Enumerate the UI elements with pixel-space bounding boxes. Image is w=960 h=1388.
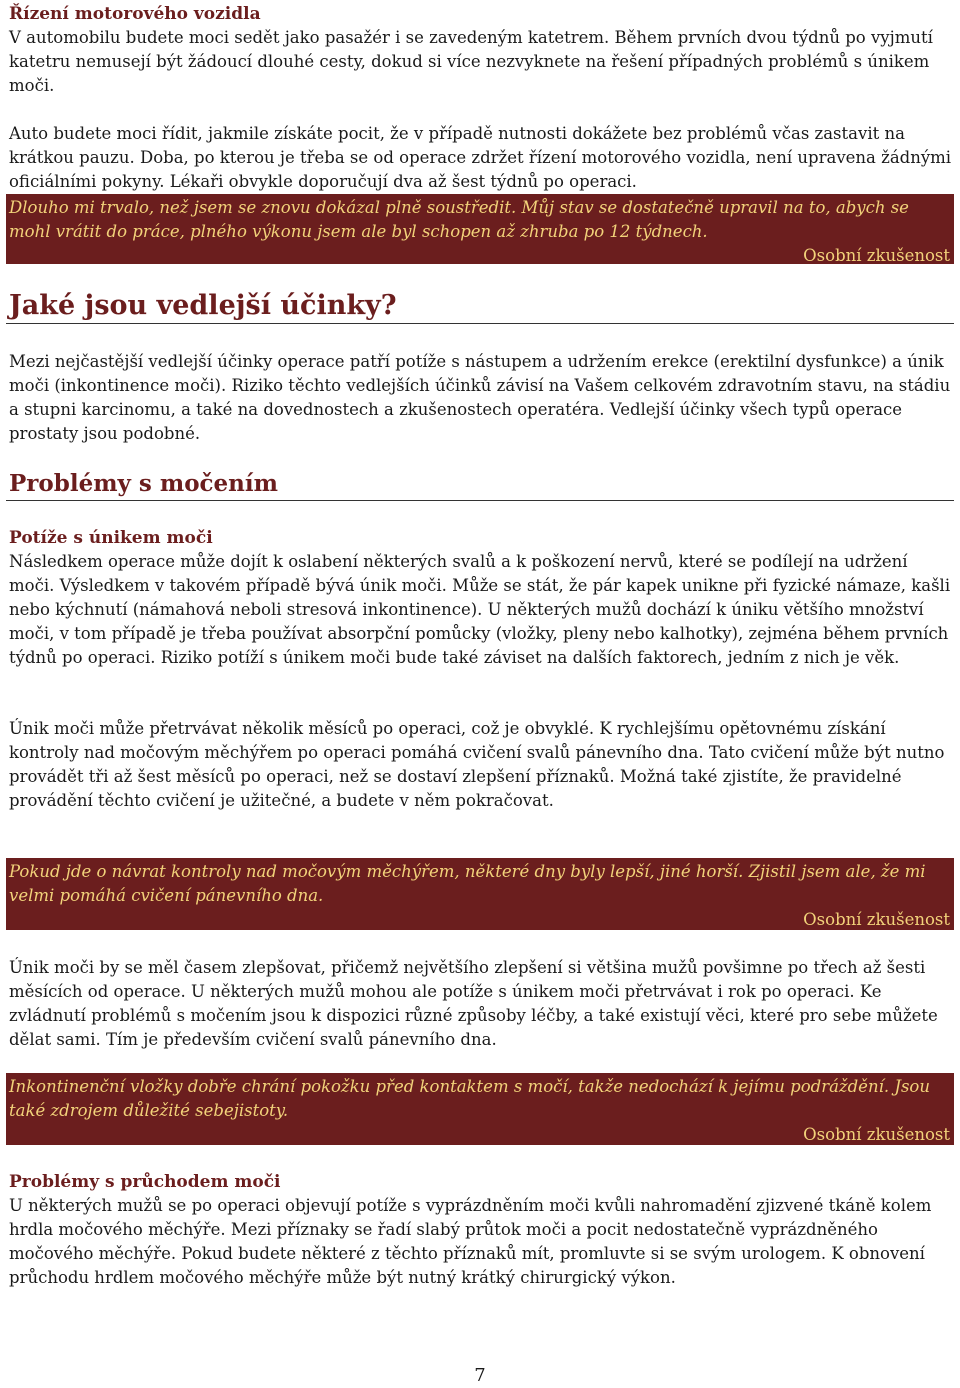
leak-paragraph-3: Únik moči by se měl časem zlepšovat, přičemž největšího zlepšení si většina mužů povšimne po třech až šesti měsících od operace. U některých mužů mohou ale potíže s únikem moči přetrvávat i rok po operaci. Ke zvládnutí problémů s močením jsou k dispozici různé způsoby léčby, a také existují věci, které pro sebe můžete dělat sami. Tím je především cvičení svalů pánevního dna.: [9, 958, 938, 1049]
leak-subheading: Potíže s únikem moči: [9, 528, 213, 548]
leak-quote-2-text: Inkontinenční vložky dobře chrání pokožku před kontaktem s močí, takže nedochází k jejímu podráždění. Jsou také zdrojem důležité sebejistoty.: [9, 1077, 930, 1120]
heading-divider: [6, 323, 954, 324]
driving-paragraph-2: Auto budete moci řídit, jakmile získáte pocit, že v případě nutnosti dokážete bez problémů včas zastavit na krátkou pauzu. Doba, po kterou je třeba se od operace zdržet řízení motorového vozidla, není upravena žádnými oficiálními pokyny. Lékaři obvykle doporučují dva až šest týdnů po operaci.: [9, 124, 952, 191]
leak-quote-box-1: [6, 858, 954, 930]
leak-quote-box-2: [6, 1073, 954, 1145]
quote-attribution: Osobní zkušenost: [803, 246, 950, 265]
quote-attribution: Osobní zkušenost: [803, 910, 950, 929]
leak-paragraph-2: Únik moči může přetrvávat několik měsíců po operaci, což je obvyklé. K rychlejšímu opětovnému získání kontroly nad močovým měchýřem po operaci pomáhá cvičení svalů pánevního dna. Tato cvičení může být nutno provádět tři až šest měsíců po operaci, než se dostaví zlepšení příznaků. Možná také zjistíte, že pravidelné provádění těchto cvičení je užitečné, a budete v něm pokračovat.: [9, 719, 945, 810]
driving-quote-box: [6, 194, 954, 264]
side-effects-heading: Jaké jsou vedlejší účinky?: [9, 290, 397, 321]
heading-divider: [6, 500, 954, 501]
flow-paragraph: U některých mužů se po operaci objevují potíže s vyprázdněním moči kvůli nahromadění zjizvené tkáně kolem hrdla močového měchýře. Mezi příznaky se řadí slabý průtok moči a pocit nedostatečně vyprázdněného močového měchýře. Pokud budete některé z těchto příznaků mít, promluvte si se svým urologem. K obnovení průchodu hrdlem močového měchýře může být nutný krátký chirurgický výkon.: [9, 1196, 932, 1287]
leak-quote-1-text: Pokud jde o návrat kontroly nad močovým měchýřem, některé dny byly lepší, jiné horší. Zjistil jsem ale, že mi velmi pomáhá cvičení pánevního dna.: [9, 862, 926, 905]
quote-attribution: Osobní zkušenost: [803, 1125, 950, 1144]
page-number: 7: [474, 1365, 486, 1386]
leak-paragraph-1: Následkem operace může dojít k oslabení některých svalů a k poškození nervů, které se podílejí na udržení moči. Výsledkem v takovém případě bývá únik moči. Může se stát, že pár kapek unikne při fyzické námaze, kašli nebo kýchnutí (námahová neboli stresová inkontinence). U některých mužů dochází k úniku většího množství moči, v tom případě je třeba používat absorpční pomůcky (vložky, pleny nebo kalhotky), zejména během prvních týdnů po operaci. Riziko potíží s únikem moči bude také záviset na dalších faktorech, jedním z nich je věk.: [9, 552, 951, 667]
side-effects-paragraph: Mezi nejčastější vedlejší účinky operace patří potíže s nástupem a udržením erekce (erektilní dysfunkce) a únik moči (inkontinence moči). Riziko těchto vedlejších účinků závisí na Vašem celkovém zdravotním stavu, na stádiu a stupni karcinomu, a také na dovednostech a zkušenostech operatéra. Vedlejší účinky všech typů operace prostaty jsou podobné.: [9, 352, 951, 443]
driving-paragraph-1: V automobilu budete moci sedět jako pasažér i se zavedeným katetrem. Během prvních dvou týdnů po vyjmutí katetru nemusejí být žádoucí dlouhé cesty, dokud si více nezvyknete na řešení případných problémů s únikem moči.: [9, 28, 933, 95]
driving-heading: Řízení motorového vozidla: [9, 4, 261, 24]
flow-subheading: Problémy s průchodem moči: [9, 1172, 281, 1192]
driving-quote-text: Dlouho mi trvalo, než jsem se znovu dokázal plně soustředit. Můj stav se dostatečně upravil na to, abych se mohl vrátit do práce, plného výkonu jsem ale byl schopen až zhruba po 12 týdnech.: [9, 198, 909, 241]
urination-heading: Problémy s močením: [9, 470, 278, 497]
